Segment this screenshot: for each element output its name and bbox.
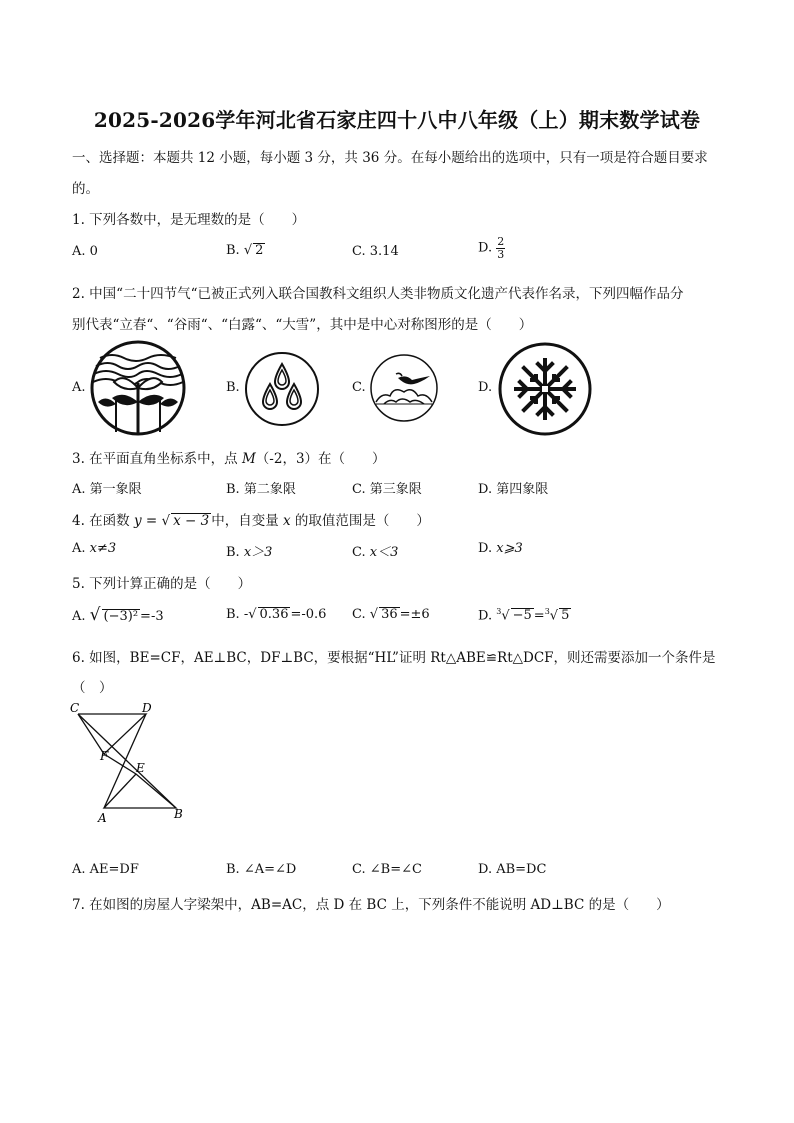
q6-stem-line1: 6. 如图，BE=CF，AE⊥BC，DF⊥BC，要根据“HL”证明 Rt△ABE≌Rt△DCF，则还需要添加一个条件是 (72, 650, 716, 666)
q1-option-b[interactable] (226, 243, 265, 258)
q1-option-a[interactable] (72, 244, 98, 259)
q2-a-label: A. (72, 380, 86, 395)
point-a-label: A (98, 811, 107, 825)
q6-option-d[interactable]: D. AB=DC (478, 862, 547, 877)
point-c-label: C (70, 701, 80, 715)
q1-option-d[interactable] (478, 236, 505, 260)
q4-b-label: B. (226, 545, 240, 560)
q5-c-label: C. (352, 607, 366, 622)
q1-a-label: A. (72, 244, 86, 259)
guyu-image[interactable] (243, 350, 321, 428)
q4-option-d[interactable] (478, 541, 523, 556)
q1-d-numerator: 2 (497, 235, 505, 248)
q4-stem-mid: 中，自变量 (211, 513, 284, 529)
q5-d-radicand: −5 (512, 608, 532, 624)
sqrt-symbol: √ (243, 243, 253, 258)
q4-option-c[interactable] (352, 541, 398, 560)
q1-a-value: 0 (89, 244, 98, 259)
q6-option-b[interactable]: B. ∠A=∠D (226, 862, 297, 877)
sqrt-symbol: √ (157, 513, 171, 529)
q5-c-radicand: 36 (381, 607, 398, 622)
q1-stem: 1. 下列各数中，是无理数的是（ ） (72, 212, 306, 228)
q4-stem (72, 509, 430, 529)
triangle-cdf (78, 714, 146, 754)
section-instructions-line1: 一、选择题：本题共 12 小题，每小题 3 分，共 36 分。在每小题给出的选项中，只有一项是符合题目要求 (72, 150, 708, 166)
q3-stem-pre: 3. 在平面直角坐标系中，点 (72, 451, 242, 467)
point-d-label: D (142, 701, 152, 715)
q5-stem: 5. 下列计算正确的是（ ） (72, 576, 252, 592)
q4-b-value: x＞3 (243, 545, 273, 560)
q5-d-index2: 3 (544, 607, 550, 616)
q3-point-var: M (241, 451, 256, 467)
point-e-label: E (136, 761, 145, 775)
q2-b-label: B. (226, 380, 240, 395)
q1-b-label: B. (226, 243, 240, 258)
sqrt-symbol: √ (369, 607, 379, 622)
q4-option-a[interactable] (72, 541, 116, 556)
q7-stem: 7. 在如图的房屋人字梁架中，AB=AC，点 D 在 BC 上，下列条件不能说明 AD⊥BC 的是（ ） (72, 897, 670, 913)
segment-cb (78, 714, 176, 808)
q5-option-c[interactable] (352, 607, 430, 622)
q1-d-label: D. (478, 240, 493, 256)
q4-d-label: D. (478, 541, 493, 556)
q5-b-radicand: 0.36 (259, 607, 289, 622)
q4-stem-post: 的取值范围是（ ） (290, 513, 430, 529)
q4-c-label: C. (352, 545, 366, 560)
q3-option-c[interactable]: C. 第三象限 (352, 482, 422, 497)
sqrt-symbol: √ (501, 608, 510, 624)
q2-d-label: D. (478, 380, 493, 395)
sqrt-symbol: √ (248, 607, 257, 622)
q1-b-value: 2 (255, 243, 264, 258)
q6-option-a[interactable]: A. AE=DF (72, 862, 139, 877)
q4-option-b[interactable] (226, 541, 272, 560)
q4-stem-pre: 4. 在函数 (72, 513, 134, 529)
q6-option-c[interactable]: C. ∠B=∠C (352, 862, 422, 877)
q4-function-lhs: y = (133, 513, 158, 529)
point-b-label: B (174, 807, 183, 821)
q5-option-a[interactable] (72, 605, 164, 625)
q4-d-value: x⩾3 (496, 541, 523, 556)
q4-a-label: A. (72, 541, 86, 556)
sqrt-symbol: √ (549, 608, 559, 624)
q5-a-radicand: (−3)² (103, 609, 139, 624)
q5-a-label: A. (72, 609, 86, 624)
q5-c-rhs: =±6 (399, 607, 430, 622)
exam-title: 2025-2026学年河北省石家庄四十八中八年级（上）期末数学试卷 (93, 108, 701, 132)
q5-d-eq: = (533, 608, 545, 624)
q3-option-a[interactable]: A. 第一象限 (72, 482, 142, 497)
q5-d-radicand2: 5 (561, 608, 570, 624)
q4-variable: x (283, 513, 291, 529)
q5-d-index: 3 (496, 607, 502, 616)
q5-b-label: B. (226, 607, 240, 622)
lichun-image[interactable] (88, 338, 188, 438)
q2-stem-line1: 2. 中国“二十四节气“已被正式列入联合国教科文组织人类非物质文化遗产代表作名录，下列四幅作品分 (72, 286, 684, 302)
q5-b-pre: - (243, 607, 249, 622)
q1-d-fraction (496, 236, 505, 260)
q5-option-b[interactable] (226, 607, 326, 622)
q3-stem-post: （-2，3）在（ ） (255, 451, 386, 467)
q3-stem (72, 447, 386, 467)
q2-c-label: C. (352, 380, 366, 395)
q6-geometry-figure (66, 698, 190, 826)
daxue-image[interactable] (496, 340, 594, 438)
q6-stem-line2: （ ） (72, 680, 113, 696)
q4-c-value: x＜3 (369, 545, 399, 560)
bailu-image[interactable] (368, 352, 440, 424)
q5-a-rhs: =-3 (140, 609, 164, 624)
q3-option-b[interactable]: B. 第二象限 (226, 482, 296, 497)
q4-function-radicand: x − 3 (173, 513, 210, 529)
q1-c-value: 3.14 (369, 244, 399, 259)
sqrt-symbol: √ (89, 605, 101, 625)
section-instructions-line2: 的。 (72, 181, 99, 197)
q1-d-denominator: 3 (497, 247, 505, 261)
q5-option-d[interactable] (478, 607, 571, 624)
q1-option-c[interactable] (352, 244, 399, 259)
q3-option-d[interactable]: D. 第四象限 (478, 482, 549, 497)
q2-stem-line2: 别代表“立春“、“谷雨“、“白露“、“大雪”，其中是中心对称图形的是（ ） (72, 317, 533, 333)
q5-b-rhs: =-0.6 (290, 607, 327, 622)
q4-a-value: x≠3 (89, 541, 117, 556)
q1-c-label: C. (352, 244, 366, 259)
point-f-label: F (100, 749, 109, 763)
q5-d-label: D. (478, 608, 493, 624)
